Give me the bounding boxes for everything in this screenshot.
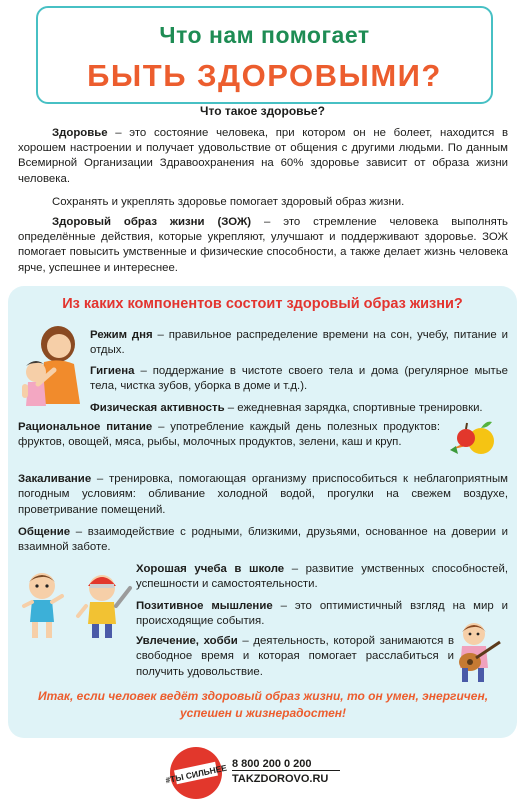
component-text: – тренировка, помогающая организму приспособиться к неблагоприятным погодным условиям: обливание холодной водой, прогулки на свежем воздухе, проветривание помещений. — [18, 473, 508, 516]
conclusion-text: Итак, если человек ведёт здоровый образ жизни, то он умен, энергичен, успешен и жизнерадостен! — [37, 689, 489, 720]
zozh-definition — [18, 215, 508, 276]
component-hardening — [18, 472, 508, 518]
components-heading: Из каких компонентов состоит здоровый образ жизни? — [62, 296, 463, 312]
component-term: Режим дня — [90, 329, 153, 341]
healthy-lifestyle-note — [18, 195, 508, 210]
title-card — [36, 6, 493, 104]
component-term: Гигиена — [90, 365, 135, 377]
health-term: Здоровье — [52, 127, 108, 139]
component-term: Хорошая учеба в школе — [136, 563, 285, 575]
zozh-term: Здоровый образ жизни (ЗОЖ) — [52, 216, 252, 228]
component-hygiene — [90, 364, 508, 395]
component-school — [136, 562, 508, 593]
healthy-lifestyle-note-text: Сохранять и укреплять здоровье помогает здоровый образ жизни. — [52, 196, 405, 208]
title-line-2: БЫТЬ ЗДОРОВЫМИ? — [87, 58, 442, 93]
component-hobby — [136, 634, 454, 680]
intro-heading: Что такое здоровье? — [200, 104, 325, 118]
component-text: – поддержание в чистоте своего тела и дома (регулярное мытье тела, чистка зубов, уборка в доме и т.д.). — [90, 365, 508, 393]
component-term: Увлечение, хобби — [136, 635, 238, 647]
website-link[interactable]: TAKZDOROVO.RU — [232, 773, 329, 785]
fruit-vegetable-illustration — [448, 416, 498, 460]
component-text: – это оптимистичный взгляд на мир и происходящие события. — [136, 600, 508, 628]
logo-text: #ТЫ СИЛЬНЕЕ — [164, 762, 228, 786]
component-text: – ежедневная зарядка, спортивные тренировки. — [224, 402, 483, 414]
component-text: – правильное распределение времени на сон, учебу, питание и отдых. — [90, 329, 508, 357]
component-daily-routine — [90, 328, 508, 359]
component-term: Рациональное питание — [18, 421, 153, 433]
component-term: Физическая активность — [90, 402, 225, 414]
guitar-boy-illustration — [448, 620, 504, 686]
tysilnee-logo — [164, 746, 228, 800]
health-definition — [18, 126, 508, 187]
mother-child-illustration — [14, 322, 86, 410]
component-term: Позитивное мышление — [136, 600, 273, 612]
component-text: – развитие умственных способностей, успешности и самостоятельности. — [136, 563, 509, 591]
component-text: – взаимодействие с родными, близкими, друзьями, основанное на доверии и взаимной заботе. — [18, 526, 508, 554]
children-illustration — [16, 566, 134, 644]
component-nutrition — [18, 420, 440, 451]
component-term: Закаливание — [18, 473, 92, 485]
component-text: – употребление каждый день полезных продуктов: фруктов, овощей, мяса, рыбы, молочных продуктов, зелени, каш и круп. — [18, 421, 440, 449]
health-text: – это состояние человека, при котором он не болеет, находится в хорошем настроении и получает удовольствие от общения с другими людьми. По данным Всемирной Организации Здравоохранения на 60% здоровье зависит от образа жизни человека. — [18, 127, 508, 185]
component-physical-activity — [90, 401, 508, 416]
component-term: Общение — [18, 526, 71, 538]
footer-divider — [232, 770, 340, 771]
component-text: – деятельность, которой занимаются в свободное время и которая помогает расслабиться и получить удовольствие. — [136, 635, 454, 678]
component-communication — [18, 525, 508, 556]
hotline-phone: 8 800 200 0 200 — [232, 758, 312, 770]
title-line-1: Что нам помогает — [159, 22, 370, 48]
zozh-text: – это стремление человека выполнять определённые действия, которые укрепляют, улучшают и поддерживают здоровье. ЗОЖ помогает повысить умственные и физические способности, а также делает жизнь человека ярче, успешнее и интереснее. — [18, 216, 508, 274]
